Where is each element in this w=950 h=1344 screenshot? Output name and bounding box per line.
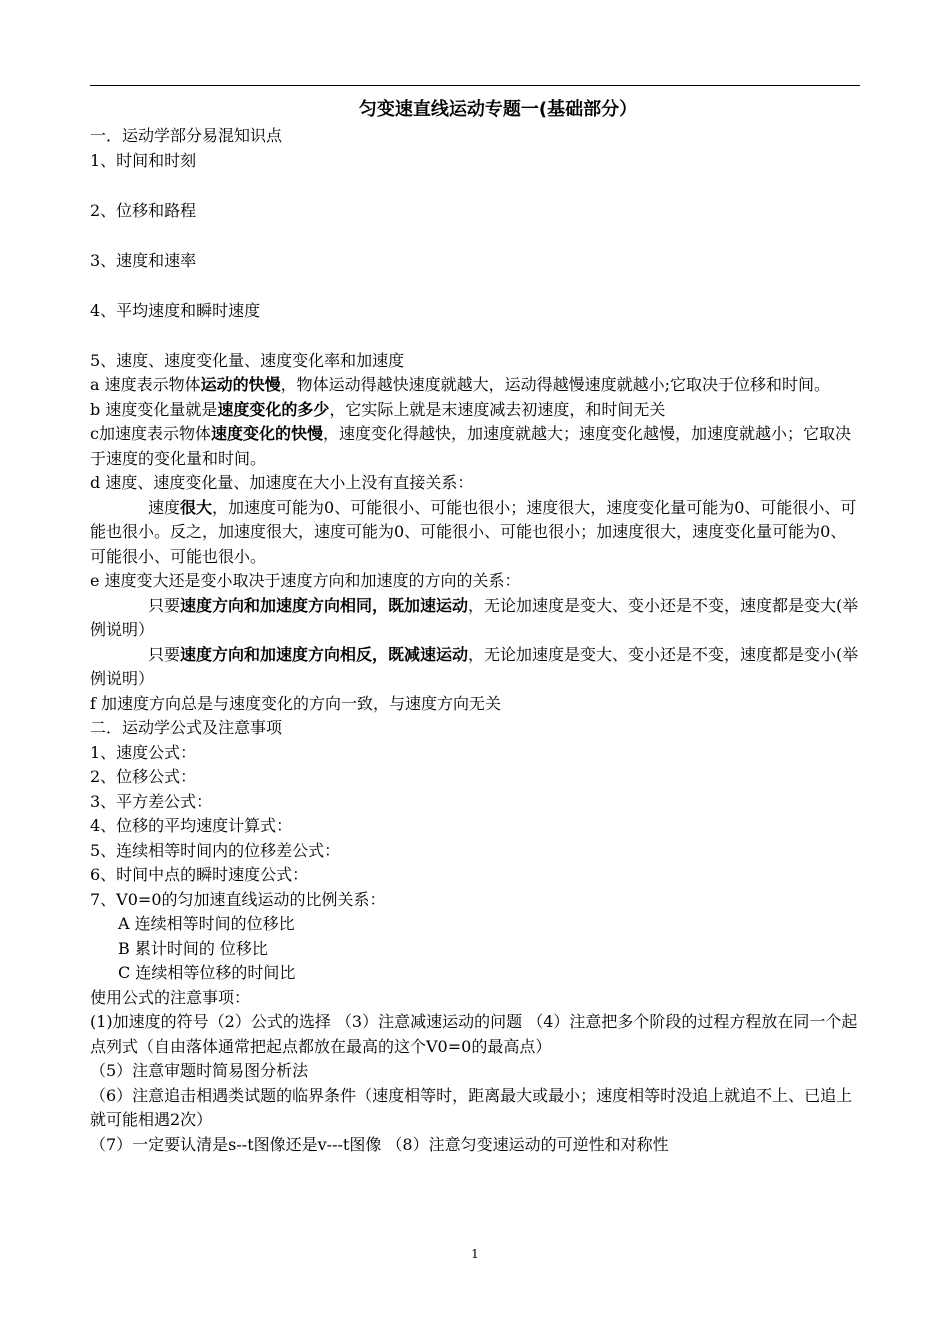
note-item: （7）一定要认清是s--t图像还是v---t图像 （8）注意匀变速运动的可逆性和对称性 <box>90 1134 669 1154</box>
text: 速度 <box>148 497 181 517</box>
page-title: 匀变速直线运动专题一(基础部分） <box>358 99 638 120</box>
document-body <box>90 96 862 1157</box>
text: ，无论加速度是变大、变小还是不变，速度都是变大(举例说明） <box>90 595 859 639</box>
text: 只要 <box>148 644 181 664</box>
text: ，它实际上就是末速度减去初速度，和时间无关 <box>329 399 666 419</box>
list-item: 5、速度、速度变化量、速度变化率和加速度 <box>90 350 405 370</box>
list-item: 3、平方差公式： <box>90 791 213 811</box>
paragraph-e-same <box>90 594 862 643</box>
sub-item: B 累计时间的 位移比 <box>118 938 268 958</box>
note-item: （6）注意追击相遇类试题的临界条件（速度相等时，距离最大或最小；速度相等时没追上就追不上、已追上就可能相遇2次） <box>90 1085 853 1129</box>
text: c加速度表示物体 <box>90 424 211 443</box>
list-item: 2、位移公式： <box>90 767 197 786</box>
notes-heading: 使用公式的注意事项： <box>90 987 251 1007</box>
emphasis: 很大 <box>180 497 213 517</box>
header-rule <box>90 85 860 86</box>
text: ，无论加速度是变大、变小还是不变，速度都是变小(举例说明） <box>90 644 859 688</box>
paragraph-b <box>90 398 862 423</box>
list-item: 1、速度公式： <box>90 742 197 762</box>
list-item: 5、连续相等时间内的位移差公式： <box>90 840 341 860</box>
paragraph-e: e 速度变大还是变小取决于速度方向和加速度的方向的关系： <box>90 571 521 590</box>
emphasis: 速度变化的快慢 <box>210 424 323 443</box>
section-heading: 二．运动学公式及注意事项 <box>90 718 283 737</box>
emphasis: 运动的快慢 <box>200 375 281 394</box>
list-item: 3、速度和速率 <box>90 250 197 270</box>
text: 只要 <box>148 595 181 615</box>
list-item: 4、位移的平均速度计算式： <box>90 816 293 835</box>
list-item: 7、V0=0的匀加速直线运动的比例关系： <box>90 889 386 909</box>
text: ，物体运动得越快速度就越大，运动得越慢速度就越小;它取决于位移和时间。 <box>280 375 831 394</box>
paragraph-e-opposite <box>90 643 862 692</box>
sub-item: A 连续相等时间的位移比 <box>118 914 295 933</box>
list-item: 4、平均速度和瞬时速度 <box>90 300 261 320</box>
text: ，速度变化得越快，加速度就越大；速度变化越慢，加速度就越小；它取决于速度的变化量和时间。 <box>90 424 851 468</box>
list-item: 6、时间中点的瞬时速度公式： <box>90 865 309 884</box>
emphasis: 速度方向和加速度方向相同，既加速运动 <box>180 595 469 615</box>
text: ，加速度可能为0、可能很小、可能也很小；速度很大，速度变化量可能为0、可能很小、可能也很小。反之，加速度很大，速度可能为0、可能很小、可能也很小；加速度很大，速度变化量可能为0、可能很小、可能也很小。 <box>90 497 857 566</box>
note-item: （5）注意审题时简易图分析法 <box>90 1061 309 1080</box>
paragraph-c <box>90 422 862 471</box>
sub-item: C 连续相等位移的时间比 <box>118 963 296 982</box>
emphasis: 速度变化的多少 <box>217 399 330 419</box>
text: b 速度变化量就是 <box>90 399 218 419</box>
text: a 速度表示物体 <box>90 375 201 394</box>
list-item: 2、位移和路程 <box>90 200 197 220</box>
section-heading: 一．运动学部分易混知识点 <box>90 126 283 145</box>
paragraph-a <box>90 373 862 398</box>
paragraph-f: f 加速度方向总是与速度变化的方向一致，与速度方向无关 <box>90 693 502 713</box>
paragraph-d: d 速度、速度变化量、加速度在大小上没有直接关系： <box>90 473 474 492</box>
paragraph-d-detail <box>90 496 862 570</box>
note-item: (1)加速度的符号（2）公式的选择 （3）注意减速运动的问题 （4）注意把多个阶段的过程方程放在同一个起点列式（自由落体通常把起点都放在最高的这个V0=0的最高点） <box>90 1012 858 1056</box>
page-number: 1 <box>471 1247 479 1261</box>
list-item: 1、时间和时刻 <box>90 150 197 170</box>
emphasis: 速度方向和加速度方向相反，既减速运动 <box>180 644 469 664</box>
